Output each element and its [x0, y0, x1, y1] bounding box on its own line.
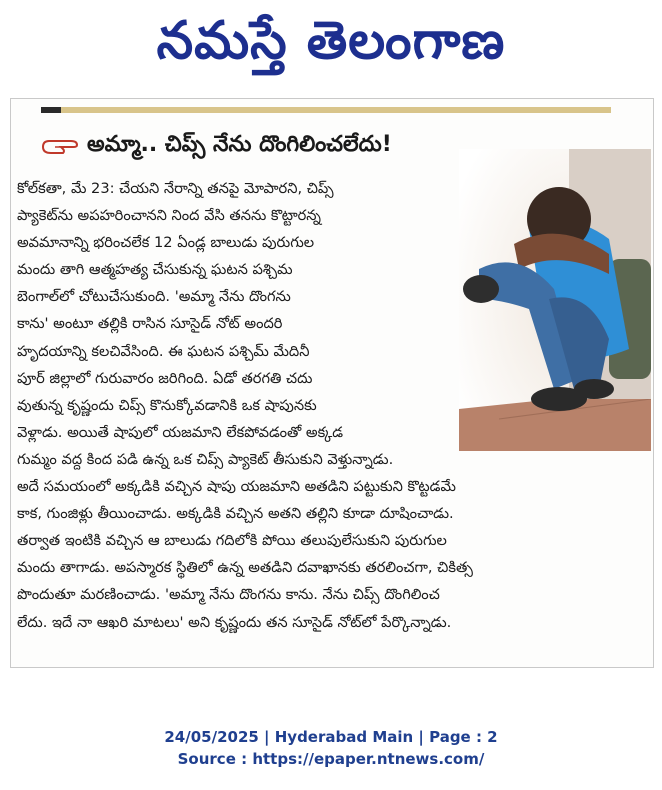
article-clipping: [10, 98, 654, 668]
divider-accent: [41, 107, 61, 113]
body-line: కాను' అంటూ తల్లికి రాసిన సూసైడ్ నోట్ అందరి: [17, 315, 283, 333]
body-line: లేదు. ఇదే నా ఆఖరి మాటలు' అని కృష్ణందు తన సూసైడ్ నోట్‌లో పేర్కొన్నాడు.: [17, 613, 452, 631]
masthead: [0, 0, 662, 88]
body-line: గుమ్మం వద్ద కింద పడి ఉన్న ఒక చిప్స్ ప్యాకెట్ తీసుకుని వెళ్తున్నాడు.: [17, 450, 394, 468]
body-line: కోల్‌కతా, మే 23: చేయని నేరాన్ని తనపై మోపారని, చిప్స్: [17, 180, 334, 197]
divider-bar: [41, 107, 611, 113]
body-line: కాక, గుంజిళ్లు తీయించాడు. అక్కడికి వచ్చిన అతని తల్లిని కూడా దూషించాడు.: [17, 505, 454, 523]
body-line: ప్యాకెట్‌ను అపహరించానని నింద వేసి తనను కొట్టారన్న: [17, 207, 321, 225]
newspaper-title: నమస్తే తెలంగాణ: [156, 11, 506, 71]
body-line: హృదయాన్ని కలచివేసింది. ఈ ఘటన పశ్చిమ్ మేదినీ: [17, 342, 310, 360]
body-line: మందు తాగాడు. అపస్మారక స్థితిలో ఉన్న అతడిని దవాఖానకు తరలించగా, చికిత్స: [17, 559, 473, 577]
body-line: వుతున్న కృష్ణందు చిప్స్ కొనుక్కోవడానికి ఒక షాపునకు: [17, 396, 317, 414]
source-link[interactable]: Source : https://epaper.ntnews.com/: [177, 750, 485, 768]
article-headline: అమ్మా.. చిప్స్ నేను దొంగిలించలేదు!: [87, 132, 392, 157]
body-line: మందు తాగి ఆత్మహత్య చేసుకున్న ఘటన పశ్చిమ: [17, 261, 293, 279]
body-line: అదే సమయంలో అక్కడికి వచ్చిన షాపు యజమాని అతడిని పట్టుకుని కొట్టడమే: [17, 478, 456, 496]
body-line: పూర్ జిల్లాలో గురువారం జరిగింది. ఏడో తరగతి చదు: [17, 369, 313, 387]
body-line: తర్వాత ఇంటికి వచ్చిన ఆ బాలుడు గదిలోకి పోయి తలుపులేసుకుని పురుగుల: [17, 532, 447, 550]
body-line: బెంగాల్‌లో చోటుచేసుకుంది. 'అమ్మా నేను దొంగను: [17, 288, 291, 306]
article-body: [17, 175, 643, 636]
edition-info: 24/05/2025 | Hyderabad Main | Page : 2: [164, 728, 498, 746]
pointing-hand-icon: [41, 135, 81, 159]
body-line: వెళ్లాడు. అయితే షాపులో యజమాని లేకపోవడంతో అక్కడ: [17, 423, 344, 441]
body-line: పొందుతూ మరణించాడు. 'అమ్మా నేను దొంగను కాను. నేను చిప్స్ దొంగిలించ: [17, 586, 440, 604]
body-line: అవమానాన్ని భరించలేక 12 ఏండ్ల బాలుడు పురుగుల: [17, 234, 315, 252]
